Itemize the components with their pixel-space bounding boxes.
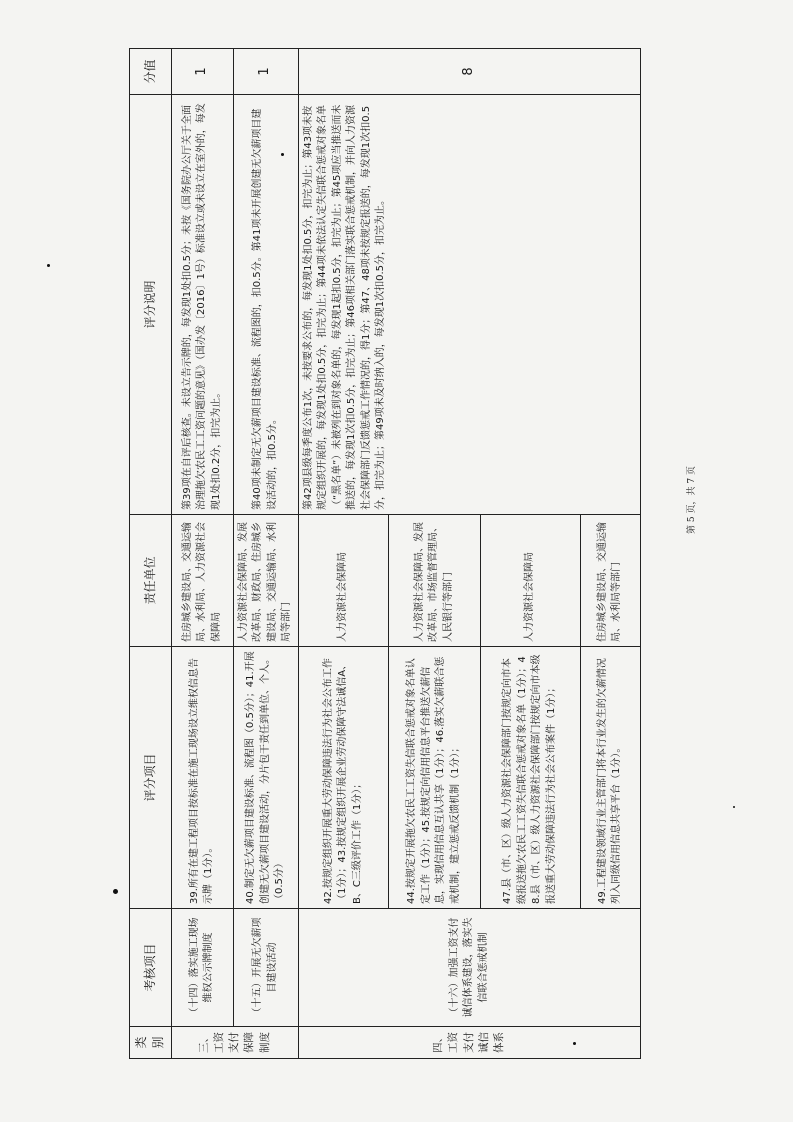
scoring-item-cell: 49.工程建设领域行业主管部门将本行业发生的欠薪情况列入同级信用信息共享平台（1分）。 (580, 647, 640, 909)
scoring-item-cell: 40.制定无欠薪项目建设标准、流程图（0.5分）；41.开展创建无欠薪项目建设活动，分片包干责任到单位、个人。（0.5分） (233, 647, 298, 909)
unit-cell: 住房城乡建设局、交通运输局、水利局、人力资源社会保障局 (171, 515, 233, 647)
unit-cell: 人力资源社会保障局、发展改革局、财政局、住房城乡建设局、交通运输局、水利局等部门 (233, 515, 298, 647)
description-cell: 第42项县级每季度公布1次，未按要求公布的，每发现1处扣0.5分，扣完为止；第43项未按规定组织开展的，每发现1处扣0.5分，扣完为止；第44项未依法认定失信联合惩戒对象名单（“黑名单”）未被列在到对象名单的，每发现1起扣0.5分，扣完为止；第45项应当推送而未推送的，每发现1次扣0.5分，扣完为止；第46项相关部门落实联合惩戒机制，并向人力资源社会保障部门反馈惩戒工作情况的，得1分；第47、48项未按规定报送的，每发现1次扣0.5分，扣完为止；第49项未及时纳入的，每发现1次扣0.5分，扣完为止。 (298, 95, 640, 515)
rotated-table-container (129, 49, 625, 1059)
page-number: 第 5 页，共 7 页 (687, 466, 697, 534)
project-cell: （十六）加强工资支付诚信体系建设，落实失信联合惩戒机制 (298, 909, 640, 1027)
scan-speck (573, 1042, 576, 1045)
header-project: 考核项目 (130, 909, 172, 1027)
scan-speck (113, 889, 118, 894)
header-score: 分值 (130, 49, 172, 95)
description-cell: 第40项未制定无欠薪项目建设标准、流程图的，扣0.5分。第41项未开展创建无欠薪项目建设活动的，扣0.5分。 (233, 95, 298, 515)
unit-cell: 住房城乡建设局、交通运输局、水利局等部门 (580, 515, 640, 647)
table-row (298, 49, 388, 1059)
header-category: 类别 (130, 1027, 172, 1059)
scan-speck (733, 806, 735, 808)
project-cell: （十四）落实施工现场维权公示牌制度 (171, 909, 233, 1027)
scoring-item-cell: 39.所有在建工程项目按标准在施工现场设立维权信息告示牌（1分）。 (171, 647, 233, 909)
unit-cell: 人力资源社会保障局 (298, 515, 388, 647)
score-cell: 1 (171, 49, 233, 95)
unit-cell: 人力资源社会保障局 (480, 515, 580, 647)
category-cell-3: 三、工资支付保障制度 (171, 1027, 298, 1059)
header-description: 评分说明 (130, 95, 172, 515)
scoring-item-cell: 44.按规定开展拖欠农民工工资失信联合惩戒对象名单认定工作（1分）；45.按规定向信用信息平台推送欠薪信息，实现信用信息互认共享（1分）；46.落实欠薪联合惩戒机制，建立惩戒反馈机制（1分）； (388, 647, 480, 909)
description-cell: 第39项在自评后核查。未设立告示牌的，每发现1处扣0.5分；未按《国务院办公厅关于全面治理拖欠农民工工资问题的意见》（国办发〔2016〕1号）标准设立或未设立在室外的，每发现1处扣0.2分，扣完为止。 (171, 95, 233, 515)
category-cell-4: 四、工资支付诚信体系 (298, 1027, 640, 1059)
unit-cell: 人力资源社会保障局、发展改革局、市场监督管理局、人民银行等部门 (388, 515, 480, 647)
table-row (233, 49, 298, 1059)
scoring-item-cell: 47.县（市、区）级人力资源社会保障部门按规定向市本级报送拖欠农民工工资失信联合惩戒对象名单（1分）；48.县（市、区）级人力资源社会保障部门按规定向市本级报送重大劳动保障违法行为社会公布案件（1分）； (480, 647, 580, 909)
scoring-item-cell: 42.按规定组织开展重大劳动保障违法行为社会公布工作（1分）；43.按规定组织开展企业劳动保障守法诚信A、B、C三级评价工作（1分）； (298, 647, 388, 909)
header-unit: 责任单位 (130, 515, 172, 647)
score-cell: 1 (233, 49, 298, 95)
scan-speck (47, 264, 50, 267)
header-scoring-item: 评分项目 (130, 647, 172, 909)
scan-speck (281, 153, 284, 156)
score-cell: 8 (298, 49, 640, 95)
table-row (171, 49, 233, 1059)
table-header-row (130, 49, 172, 1059)
project-cell: （十五）开展无欠薪项目建设活动 (233, 909, 298, 1027)
assessment-table (129, 48, 641, 1059)
